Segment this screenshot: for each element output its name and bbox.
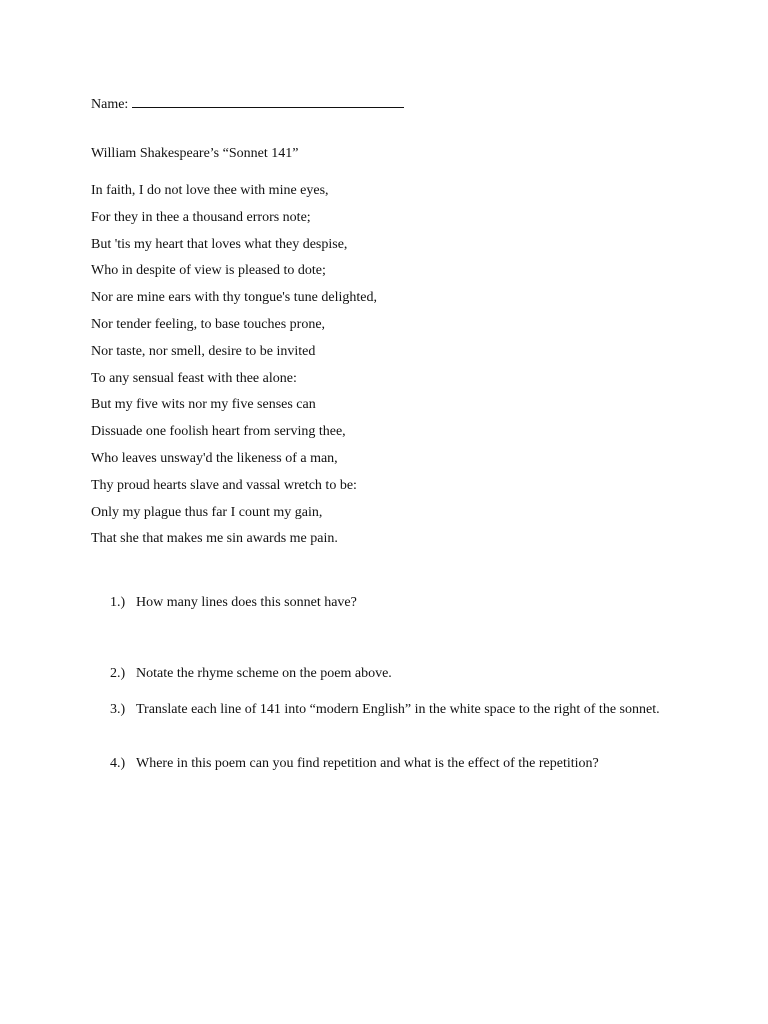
poem-line: But my five wits nor my five senses can (91, 397, 316, 413)
name-blank-line[interactable] (132, 93, 404, 108)
poem-line: Nor tender feeling, to base touches prone, (91, 316, 326, 332)
poem-line: To any sensual feast with thee alone: (91, 370, 297, 386)
question-text: Translate each line of 141 into “modern English” in the white space to the right of the sonnet. (136, 702, 660, 717)
question-text: How many lines does this sonnet have? (136, 595, 357, 610)
question-item (110, 701, 670, 719)
sonnet-text (91, 182, 377, 557)
poem-line: In faith, I do not love thee with mine eyes, (91, 183, 329, 198)
poem-line: Dissuade one foolish heart from serving thee, (91, 424, 346, 440)
name-label: Name: (91, 97, 129, 112)
question-item (110, 755, 670, 773)
poem-line: Who in despite of view is pleased to dote; (91, 263, 326, 279)
poem-line: But 'tis my heart that loves what they despise, (91, 236, 348, 252)
question-number: 1.) (110, 595, 126, 610)
question-number: 4.) (110, 756, 126, 771)
question-item (110, 594, 670, 612)
question-item (110, 665, 670, 683)
name-field-row (91, 93, 404, 114)
poem-line: That she that makes me sin awards me pain. (91, 531, 338, 547)
poem-title: William Shakespeare’s “Sonnet 141” (91, 146, 299, 161)
question-text: Notate the rhyme scheme on the poem above. (136, 666, 392, 681)
poem-line: Only my plague thus far I count my gain, (91, 504, 323, 520)
poem-line: For they in thee a thousand errors note; (91, 209, 311, 225)
poem-line: Who leaves unsway'd the likeness of a man, (91, 450, 338, 466)
poem-line: Nor are mine ears with thy tongue's tune delighted, (91, 290, 377, 306)
question-text: Where in this poem can you find repetition and what is the effect of the repetition? (136, 756, 599, 771)
poem-line: Nor taste, nor smell, desire to be invited (91, 343, 316, 359)
poem-line: Thy proud hearts slave and vassal wretch to be: (91, 477, 357, 493)
question-number: 3.) (110, 702, 126, 717)
question-number: 2.) (110, 666, 126, 681)
